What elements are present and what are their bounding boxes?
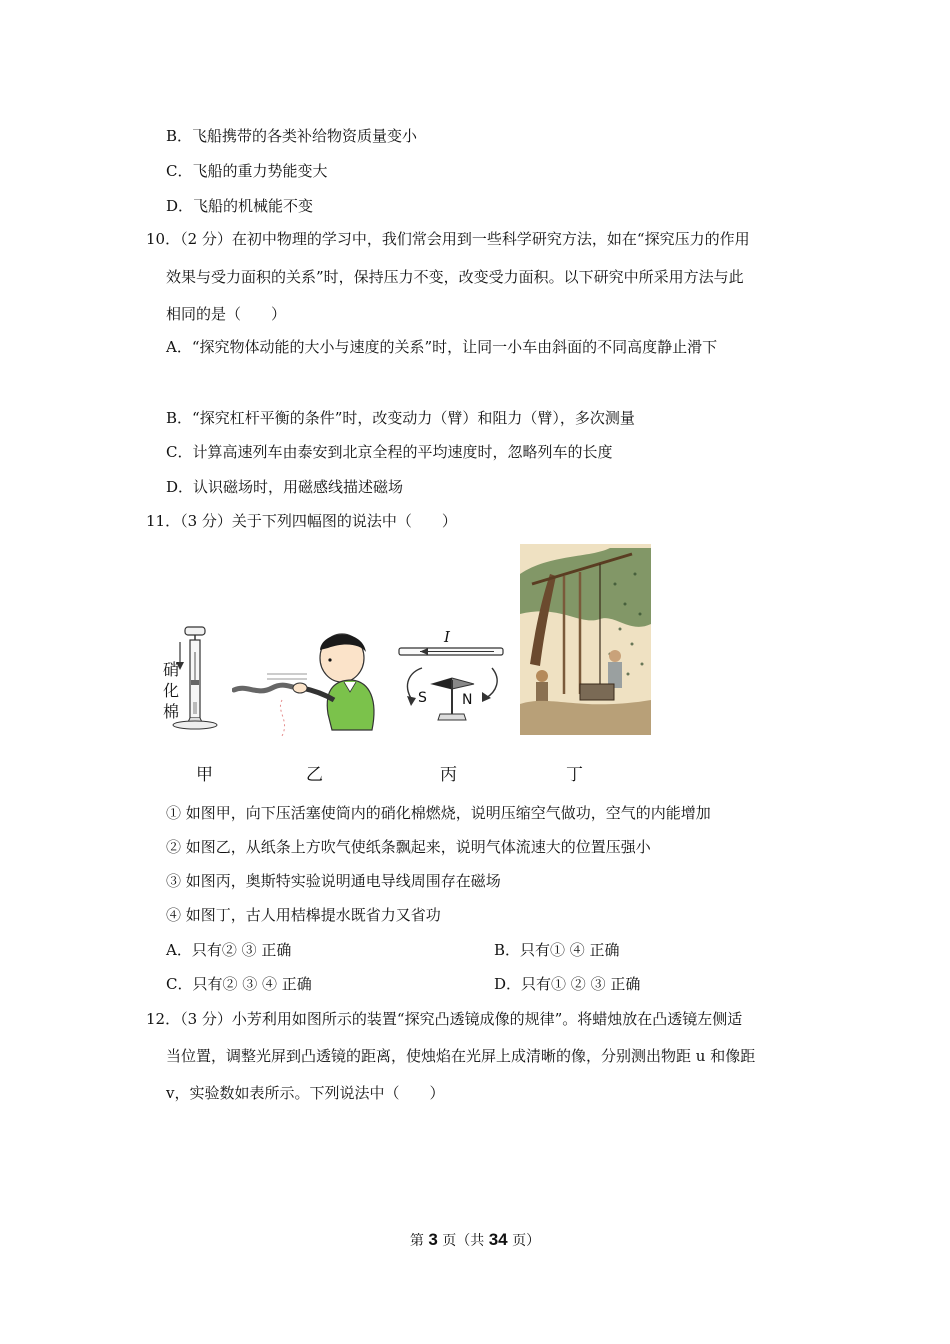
figure-jia-text-mian: 棉	[163, 702, 180, 721]
q12-stem-line2: 当位置，调整光屏到凸透镜的距离，使烛焰在光屏上成清晰的像，分别测出物距 u 和像距	[166, 1047, 756, 1065]
footer-middle: 页（共	[437, 1233, 489, 1249]
q10-stem-line1: 10．（2 分）在初中物理的学习中，我们常会用到一些科学研究方法，如在“探究压力的作用	[146, 230, 750, 248]
figure-ding-well-sweep-painting	[520, 544, 651, 735]
q11-option-b: B．只有① ④ 正确	[494, 941, 620, 959]
rotation-arrow-left-icon	[407, 696, 416, 706]
footer-suffix: 页）	[507, 1233, 541, 1249]
rotation-arrow-right-icon	[482, 692, 491, 702]
footer-prefix: 第	[409, 1233, 429, 1249]
q9-option-b: B．飞船携带的各类补给物资质量变小	[166, 127, 418, 145]
page-footer	[0, 1230, 950, 1250]
figure-label-bing: 丙	[440, 765, 457, 785]
q11-option-d: D．只有① ② ③ 正确	[494, 975, 641, 993]
figure-bing-oersted	[396, 628, 508, 723]
q10-option-b: B．“探究杠杆平衡的条件”时，改变动力（臂）和阻力（臂），多次测量	[166, 409, 635, 427]
north-pole-label: N	[462, 692, 473, 708]
q10-option-a: A．“探究物体动能的大小与速度的关系”时，让同一小车由斜面的不同高度静止滑下	[166, 338, 718, 356]
figure-jia-text-xiao: 硝	[163, 660, 180, 679]
q11-option-a: A．只有② ③ 正确	[166, 941, 292, 959]
q12-stem-line3: v，实验数如表所示。下列说法中（ ）	[166, 1084, 445, 1102]
q11-stem: 11．（3 分）关于下列四幅图的说法中（ ）	[146, 512, 457, 530]
total-page-count: 34	[488, 1230, 508, 1249]
figure-yi-blowing-paper	[232, 628, 382, 743]
q11-statement-2: ② 如图乙，从纸条上方吹气使纸条飘起来，说明气体流速大的位置压强小	[166, 838, 651, 856]
q11-statement-3: ③ 如图丙，奥斯特实验说明通电导线周围存在磁场	[166, 872, 501, 890]
q10-stem-line2: 效果与受力面积的关系”时，保持压力不变，改变受力面积。以下研究中所采用方法与此	[166, 268, 744, 286]
q10-option-d: D．认识磁场时，用磁感线描述磁场	[166, 478, 404, 496]
current-label: I	[444, 628, 450, 646]
figure-jia-text-hua: 化	[163, 681, 180, 700]
q11-option-c: C．只有② ③ ④ 正确	[166, 975, 312, 993]
figure-label-yi: 乙	[306, 765, 323, 785]
q12-stem-line1: 12．（3 分）小芳利用如图所示的装置“探究凸透镜成像的规律”。将蜡烛放在凸透镜左侧适	[146, 1010, 743, 1028]
q9-option-c: C．飞船的重力势能变大	[166, 162, 328, 180]
current-page-number: 3	[428, 1230, 438, 1249]
q10-option-c: C．计算高速列车由泰安到北京全程的平均速度时，忽略列车的长度	[166, 443, 613, 461]
q10-stem-line3: 相同的是（ ）	[166, 305, 287, 323]
q11-statement-1: ① 如图甲，向下压活塞使筒内的硝化棉燃烧，说明压缩空气做功，空气的内能增加	[166, 804, 711, 822]
q9-option-d: D．飞船的机械能不变	[166, 197, 314, 215]
q11-statement-4: ④ 如图丁，古人用桔槔提水既省力又省功	[166, 906, 441, 924]
south-pole-label: S	[418, 690, 427, 706]
figure-label-jia: 甲	[196, 765, 213, 785]
figure-label-ding: 丁	[566, 765, 583, 785]
